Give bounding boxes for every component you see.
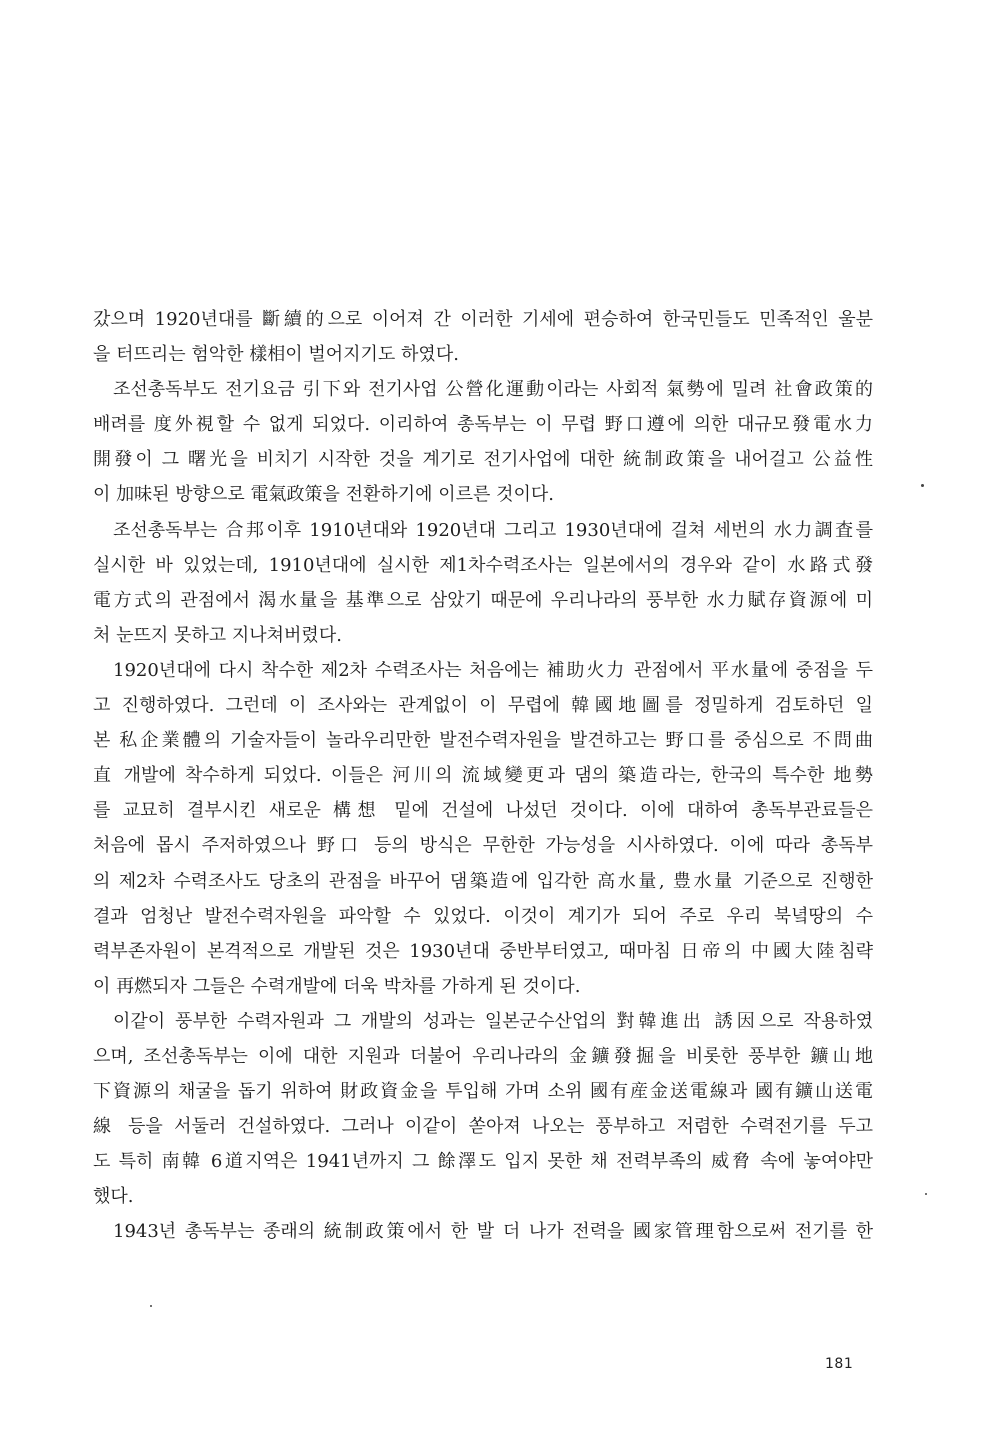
text-line: 이 再燃되자 그들은 수력개발에 더욱 박차를 가하게 된 것이다. xyxy=(93,975,581,997)
scan-speck xyxy=(150,1305,152,1307)
text-line: 조선총독부는 合邦이후 1910년대와 1920년대 그리고 1930년대에 걸쳐 세번의 水力調査를 xyxy=(113,519,873,541)
text-line: 결과 엄청난 발전수력자원을 파악할 수 있었다. 이것이 계기가 되어 주로 우리 북녘땅의 수 xyxy=(93,905,873,927)
text-line: 直 개발에 착수하게 되었다. 이들은 河川의 流域變更과 댐의 築造라는, 한국의 특수한 地勢 xyxy=(93,765,873,787)
scan-speck xyxy=(925,1193,927,1195)
text-line: 도 특히 南韓 6道지역은 1941년까지 그 餘澤도 입지 못한 채 전력부족의 威脅 속에 놓여야만 xyxy=(93,1151,873,1173)
text-line: 본 私企業體의 기술자들이 놀라우리만한 발전수력자원을 발견하고는 野口를 중심으로 不問曲 xyxy=(93,730,873,752)
text-line: 갔으며 1920년대를 斷續的으로 이어져 간 이러한 기세에 편승하여 한국민들도 민족적인 울분 xyxy=(93,309,873,330)
text-line: 電方式의 관점에서 渴水量을 基準으로 삼았기 때문에 우리나라의 풍부한 水力賦存資源에 미 xyxy=(93,589,873,611)
text-line: 을 터뜨리는 험악한 樣相이 벌어지기도 하였다. xyxy=(93,344,459,366)
text-line: 를 교묘히 결부시킨 새로운 構想 밑에 건설에 나섰던 것이다. 이에 대하여 총독부관료들은 xyxy=(93,800,873,822)
text-line: 1943년 총독부는 종래의 統制政策에서 한 발 더 나가 전력을 國家管理함으로써 전기를 한 xyxy=(113,1221,873,1243)
text-line: 이같이 풍부한 수력자원과 그 개발의 성과는 일본군수산업의 對韓進出 誘因으로 작용하였 xyxy=(113,1010,873,1032)
text-line: 실시한 바 있었는데, 1910년대에 실시한 제1차수력조사는 일본에서의 경우와 같이 水路式發 xyxy=(93,554,873,576)
text-line: 으며, 조선총독부는 이에 대한 지원과 더불어 우리나라의 金鑛發掘을 비롯한 풍부한 鑛山地 xyxy=(93,1045,873,1067)
text-line: 력부존자원이 본격적으로 개발된 것은 1930년대 중반부터였고, 때마침 日帝의 中國大陸침략 xyxy=(93,940,873,962)
body-text xyxy=(93,302,873,1250)
text-line: 처 눈뜨지 못하고 지나쳐버렸다. xyxy=(93,624,342,646)
scan-speck xyxy=(921,484,924,487)
text-line: 線 등을 서둘러 건설하였다. 그러나 이같이 쏟아져 나오는 풍부하고 저렴한 수력전기를 두고 xyxy=(93,1116,873,1138)
text-line: 했다. xyxy=(93,1186,134,1208)
text-line: 1920년대에 다시 착수한 제2차 수력조사는 처음에는 補助火力 관점에서 平水量에 중점을 두 xyxy=(113,659,873,681)
text-line: 고 진행하였다. 그런데 이 조사와는 관계없이 이 무렵에 韓國地圖를 정밀하게 검토하던 일 xyxy=(93,695,873,717)
text-line: 배려를 度外視할 수 없게 되었다. 이리하여 총독부는 이 무렵 野口遵에 의한 대규모發電水力 xyxy=(93,414,873,436)
text-line: 조선총독부도 전기요금 引下와 전기사업 公營化運動이라는 사회적 氣勢에 밀려 社會政策的 xyxy=(113,379,873,401)
text-line: 의 제2차 수력조사도 당초의 관점을 바꾸어 댐築造에 입각한 高水量, 豊水量 기준으로 진행한 xyxy=(93,870,873,892)
page-number: 181 xyxy=(825,1356,854,1372)
text-line: 이 加味된 방향으로 電氣政策을 전환하기에 이르른 것이다. xyxy=(93,484,555,506)
text-line: 開發이 그 曙光을 비치기 시작한 것을 계기로 전기사업에 대한 統制政策을 내어걸고 公益性 xyxy=(93,449,873,471)
text-line: 처음에 몹시 주저하였으나 野口 등의 방식은 무한한 가능성을 시사하였다. 이에 따라 총독부 xyxy=(93,835,873,857)
text-line: 下資源의 채굴을 돕기 위하여 財政資金을 투입해 가며 소위 國有産金送電線과 國有鑛山送電 xyxy=(93,1081,873,1103)
